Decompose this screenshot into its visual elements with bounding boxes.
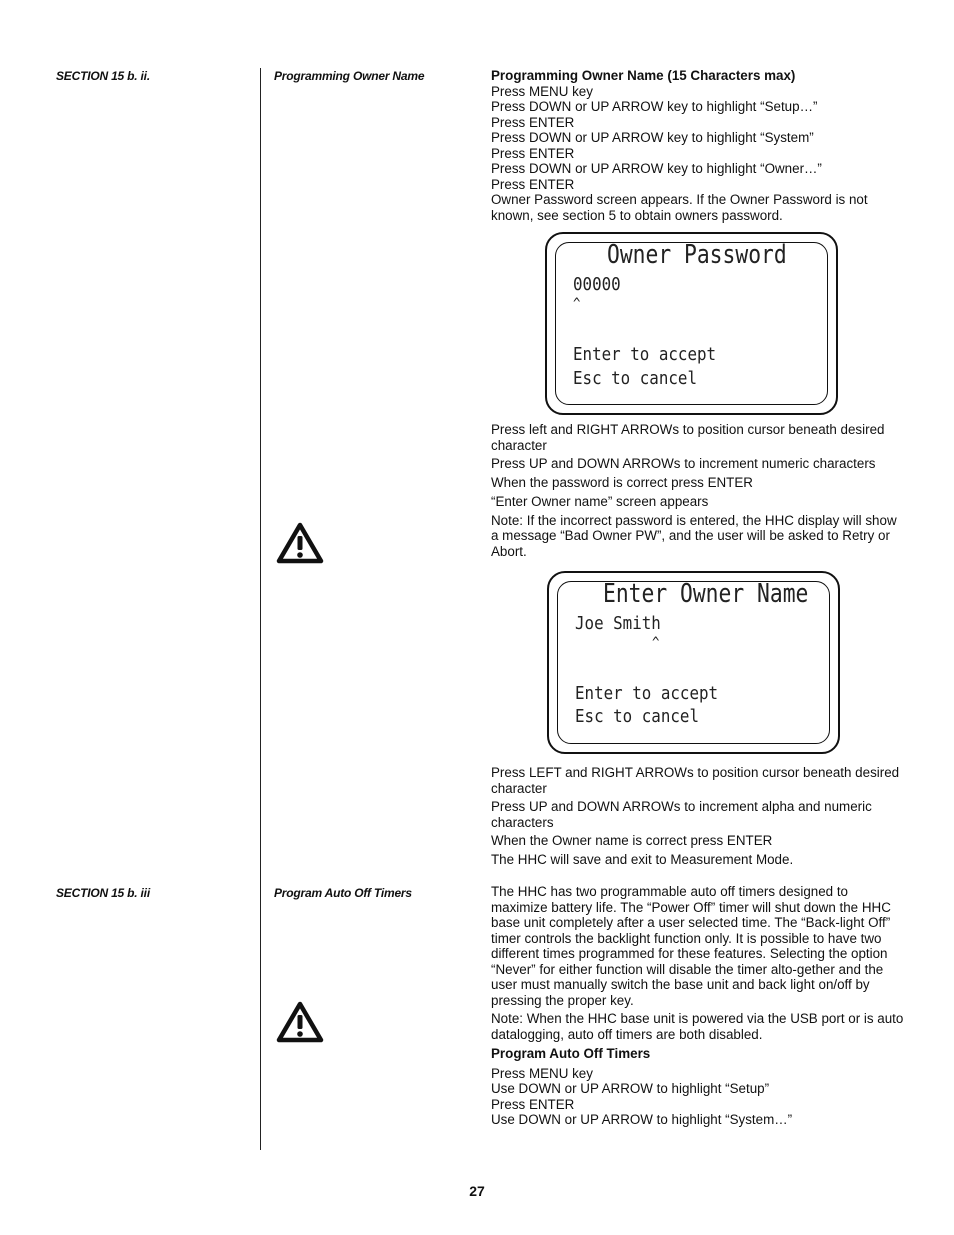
owner-name-edit-instructions (491, 765, 906, 867)
step: The HHC will save and exit to Measurement Mode. (491, 851, 794, 867)
password-instructions (491, 422, 906, 559)
step: Press DOWN or UP ARROW key to highlight “Owner…” (491, 161, 822, 176)
lcd-enter-line: Enter to accept (575, 683, 719, 704)
section-number-15b-ii: SECTION 15 b. ii. (56, 69, 150, 83)
lcd-cursor: ^ (652, 635, 660, 651)
section-number-15b-iii: SECTION 15 b. iii (56, 886, 150, 900)
step: When the password is correct press ENTER (491, 474, 753, 490)
note: Note: If the incorrect password is entered, the HHC display will show a message “Bad Owner PW”, and the user will be asked to Retry or Abort. (491, 512, 897, 559)
intro-paragraph: The HHC has two programmable auto off timers designed to maximize battery life. The “Power Off” timer will shut down the HHC base unit completely after a user selected time. The “Back-light Off” timer controls the backlight function only. It is possible to have two different times programmed for these features. Selecting the option “Never” for either function will disable the timer alto-gether and the user must manually switch the base unit and back light on/off by pressing the proper key. (491, 884, 891, 1008)
step: Press DOWN or UP ARROW key to highlight “Setup…” (491, 99, 818, 114)
column-divider (260, 68, 261, 1150)
lcd-esc-line: Esc to cancel (573, 368, 697, 389)
step: “Enter Owner name” screen appears (491, 494, 709, 509)
step: Press UP and DOWN ARROWs to increment alpha and numeric characters (491, 799, 872, 830)
step: Press MENU key (491, 1065, 593, 1081)
owner-name-instructions (491, 68, 906, 223)
step: Press ENTER (491, 114, 575, 130)
owner-password-screen (545, 232, 838, 415)
section-title-programming-owner-name: Programming Owner Name (274, 69, 425, 83)
step: Press DOWN or UP ARROW key to highlight “System” (491, 130, 814, 145)
step: Press LEFT and RIGHT ARROWs to position cursor beneath desired character (491, 765, 900, 796)
step: Press MENU key (491, 83, 593, 99)
step: Press left and RIGHT ARROWs to position cursor beneath desired character (491, 422, 885, 453)
lcd-title: Enter Owner Name (603, 579, 809, 609)
page-number: 27 (469, 1183, 485, 1199)
owner-name-heading: Programming Owner Name (15 Characters max) (491, 68, 796, 83)
step: Press ENTER (491, 145, 575, 161)
auto-off-timers-instructions (491, 884, 906, 1128)
step: Use DOWN or UP ARROW to highlight “System…” (491, 1112, 793, 1127)
lcd-value: 00000 (573, 274, 621, 295)
lcd-value: Joe Smith (575, 613, 661, 634)
lcd-title: Owner Password (607, 240, 787, 270)
step: Owner Password screen appears. If the Owner Password is not known, see section 5 to obtain owners password. (491, 192, 868, 223)
enter-owner-name-screen (547, 571, 840, 754)
step: When the Owner name is correct press ENTER (491, 833, 773, 848)
step: Press ENTER (491, 1096, 575, 1112)
lcd-enter-line: Enter to accept (573, 344, 717, 365)
note: Note: When the HHC base unit is powered via the USB port or is auto datalogging, auto off timers are both disabled. (491, 1011, 904, 1042)
lcd-esc-line: Esc to cancel (575, 706, 699, 727)
step: Press UP and DOWN ARROWs to increment numeric characters (491, 456, 876, 471)
warning-triangle-icon (276, 522, 324, 564)
section-title-program-auto-off-timers: Program Auto Off Timers (274, 886, 412, 900)
lcd-cursor: ^ (573, 296, 581, 312)
step: Use DOWN or UP ARROW to highlight “Setup” (491, 1081, 770, 1096)
warning-triangle-icon (276, 1001, 324, 1043)
step: Press ENTER (491, 176, 575, 192)
auto-off-heading: Program Auto Off Timers (491, 1046, 651, 1061)
